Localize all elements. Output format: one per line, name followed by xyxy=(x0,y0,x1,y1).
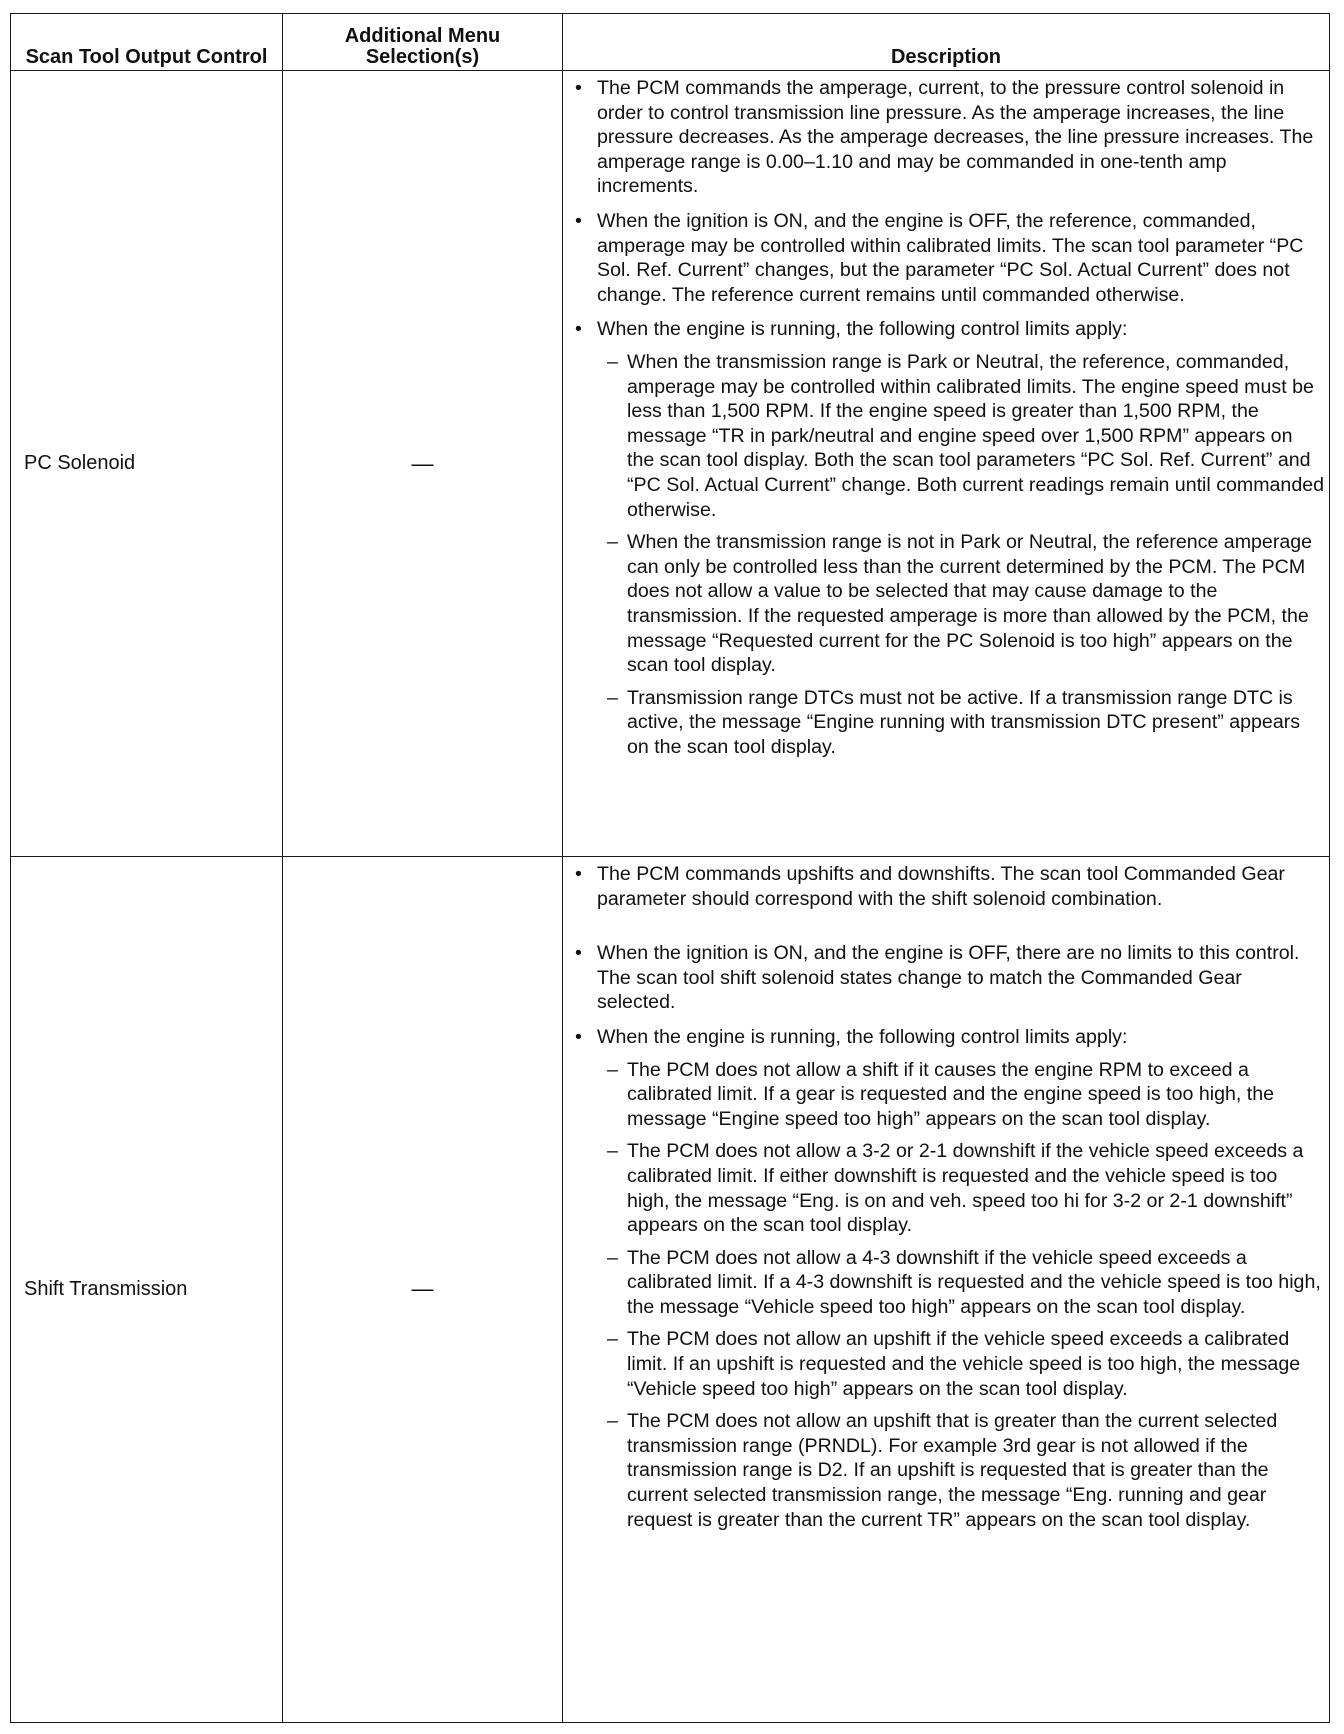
dash-icon: – xyxy=(607,1140,618,1163)
dash-icon: – xyxy=(607,351,618,373)
sub-item-text: When the transmission range is not in Park or Neutral, the reference amperage can only be controlled less than the current determined by the PCM. The PCM does not allow a value to be selected that may cause damage to the transmission. If the requested amperage is more than allowed by the PCM, the message “Requested current for the PC Solenoid is too high” appears on the scan tool display. xyxy=(627,531,1313,677)
bullet-item xyxy=(575,862,1325,911)
sub-item xyxy=(607,686,1325,760)
bullet-text: The PCM commands upshifts and downshifts. The scan tool Commanded Gear parameter should correspond with the shift solenoid combination. xyxy=(597,862,1285,910)
bullet-icon: • xyxy=(575,77,582,100)
header-row xyxy=(11,14,1330,71)
bullet-item xyxy=(575,317,1325,342)
sub-item xyxy=(607,1409,1325,1532)
sub-item-text: The PCM does not allow a shift if it causes the engine RPM to exceed a calibrated limit. If a gear is requested and the engine speed is too high, the message “Engine speed too high” appears on the scan tool display. xyxy=(627,1058,1275,1130)
bullet-text: When the engine is running, the following control limits apply: xyxy=(597,318,1128,341)
sub-item-text: The PCM does not allow a 4-3 downshift if the vehicle speed exceeds a calibrated limit. If a 4-3 downshift is requested and the vehicle speed is too high, the message “Vehicle speed too high” appears on the scan tool display. xyxy=(627,1246,1321,1318)
bullet-text: When the engine is running, the following control limits apply: xyxy=(597,1025,1128,1048)
header-menu-selections: Additional Menu Selection(s) xyxy=(283,14,563,71)
menu-selection: — xyxy=(283,856,563,1722)
bullet-item xyxy=(575,1025,1325,1050)
sub-item xyxy=(607,530,1325,678)
sub-item-text: When the transmission range is Park or Neutral, the reference, commanded, amperage may be controlled within calibrated limits. The engine speed must be less than 1,500 RPM. If the engine speed is greater than 1,500 RPM, the message “TR in park/neutral and engine speed over 1,500 RPM” appears on the scan tool display. Both the scan tool parameters “PC Sol. Ref. Current” and “PC Sol. Actual Current” change. Both current readings remain until commanded otherwise. xyxy=(627,351,1325,521)
header-description: Description xyxy=(563,14,1330,71)
bullet-text: When the ignition is ON, and the engine is OFF, there are no limits to this control. The scan tool shift solenoid states change to match the Commanded Gear selected. xyxy=(597,942,1300,1014)
dash-icon: – xyxy=(607,686,618,709)
dash-icon: – xyxy=(607,531,618,554)
sub-item-text: The PCM does not allow an upshift if the vehicle speed exceeds a calibrated limit. If an upshift is requested and the vehicle speed is too high, the message “Vehicle speed too high” appears on the scan tool display. xyxy=(627,1328,1301,1400)
output-control-pc-solenoid: PC Solenoid xyxy=(11,71,283,857)
bullet-text: When the ignition is ON, and the engine is OFF, the reference, commanded, amperage may be controlled within calibrated limits. The scan tool parameter “PC Sol. Ref. Current” changes, but the parameter “PC Sol. Actual Current” does not change. The reference current remains until commanded otherwise. xyxy=(597,210,1304,306)
bullet-icon: • xyxy=(575,318,582,341)
bullet-icon: • xyxy=(575,942,582,965)
description-cell xyxy=(563,71,1330,857)
bullet-icon: • xyxy=(575,210,582,233)
menu-selection: — xyxy=(283,71,563,857)
header-output-control: Scan Tool Output Control xyxy=(11,14,283,71)
sub-item-text: Transmission range DTCs must not be active. If a transmission range DTC is active, the message “Engine running with transmission DTC present” appears on the scan tool display. xyxy=(627,686,1301,758)
sub-item xyxy=(607,350,1325,522)
output-control-shift-transmission: Shift Transmission xyxy=(11,856,283,1722)
sub-item xyxy=(607,1058,1325,1132)
sub-item xyxy=(607,1246,1325,1320)
bullet-item xyxy=(575,76,1325,199)
dash-icon: – xyxy=(607,1410,618,1433)
table-row xyxy=(11,71,1330,857)
dash-icon: – xyxy=(607,1246,618,1269)
sub-item-text: The PCM does not allow an upshift that is greater than the current selected transmission range (PRNDL). For example 3rd gear is not allowed if the transmission range is D2. If an upshift is requested that is greater than the current selected transmission range, the message “Eng. running and gear request is greater than the current TR” appears on the scan tool display. xyxy=(627,1410,1278,1531)
bullet-item xyxy=(575,941,1325,1015)
dash-icon: – xyxy=(607,1328,618,1351)
sub-item-text: The PCM does not allow a 3-2 or 2-1 downshift if the vehicle speed exceeds a calibrated limit. If either downshift is requested and the vehicle speed is too high, the message “Eng. is on and veh. speed too hi for 3-2 or 2-1 downshift” appears on the scan tool display. xyxy=(627,1140,1304,1237)
dash-icon: – xyxy=(607,1058,618,1081)
bullet-icon: • xyxy=(575,862,582,885)
description-cell xyxy=(563,856,1330,1722)
bullet-text: The PCM commands the amperage, current, to the pressure control solenoid in order to control transmission line pressure. As the amperage increases, the line pressure decreases. As the amperage decreases, the line pressure increases. The amperage range is 0.00–1.10 and may be commanded in one-tenth amp increments. xyxy=(597,77,1314,198)
scan-tool-output-controls-table xyxy=(10,13,1330,1723)
bullet-item xyxy=(575,209,1325,307)
table-row xyxy=(11,856,1330,1722)
bullet-icon: • xyxy=(575,1025,582,1048)
sub-item xyxy=(607,1327,1325,1401)
sub-item xyxy=(607,1139,1325,1237)
